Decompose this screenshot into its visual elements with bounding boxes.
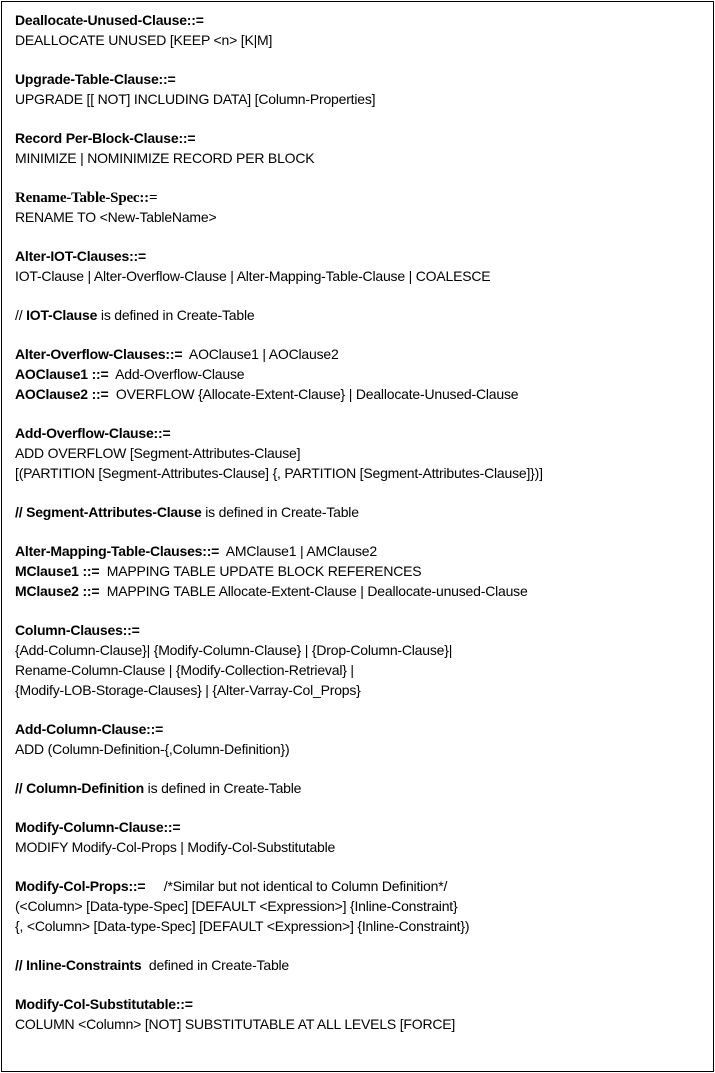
rule-text: MODIFY Modify-Col-Props | Modify-Col-Substitutable (15, 839, 336, 855)
grammar-line (15, 640, 705, 660)
rule-name: Alter-IOT-Clauses::= (15, 248, 146, 264)
rule-text: Add-Overflow-Clause (108, 366, 245, 382)
grammar-line (15, 541, 705, 561)
grammar-line (15, 148, 705, 168)
grammar-block (15, 778, 705, 798)
rule-name: Rename-Table-Spec::= (15, 190, 158, 206)
grammar-line (15, 1014, 705, 1034)
rule-name: Record Per-Block-Clause::= (15, 130, 196, 146)
grammar-block (15, 10, 705, 50)
rule-text: IOT-Clause | Alter-Overflow-Clause | Alter-Mapping-Table-Clause | COALESCE (15, 268, 491, 284)
grammar-line (15, 364, 705, 384)
rule-text: is defined in Create-Table (201, 504, 359, 520)
grammar-block (15, 502, 705, 522)
grammar-line (15, 916, 705, 936)
grammar-block (15, 955, 705, 975)
rule-name: Alter-Mapping-Table-Clauses::= (15, 543, 220, 559)
rule-name: Upgrade-Table-Clause::= (15, 71, 176, 87)
grammar-block (15, 817, 705, 857)
rule-name: MClause1 ::= (15, 563, 100, 579)
rule-name: IOT-Clause (26, 307, 98, 323)
grammar-line (15, 10, 705, 30)
grammar-line (15, 69, 705, 89)
rule-text: AOClause1 | AOClause2 (182, 346, 339, 362)
grammar-line (15, 423, 705, 443)
rule-name: AOClause1 ::= (15, 366, 109, 382)
grammar-block (15, 620, 705, 700)
rule-text: UPGRADE [[ NOT] INCLUDING DATA] [Column-Properties] (15, 91, 376, 107)
grammar-block (15, 187, 705, 227)
grammar-line (15, 207, 705, 227)
rule-name: Column-Clauses::= (15, 622, 140, 638)
grammar-line (15, 30, 705, 50)
grammar-block (15, 305, 705, 325)
grammar-line (15, 719, 705, 739)
grammar-line (15, 89, 705, 109)
grammar-block (15, 69, 705, 109)
grammar-line (15, 581, 705, 601)
grammar-line (15, 344, 705, 364)
grammar-line (15, 955, 705, 975)
grammar-line (15, 817, 705, 837)
grammar-line (15, 896, 705, 916)
grammar-line (15, 502, 705, 522)
grammar-block (15, 246, 705, 286)
rule-text: DEALLOCATE UNUSED [KEEP <n> [K|M] (15, 32, 273, 48)
rule-text: is defined in Create-Table (143, 780, 302, 796)
grammar-line (15, 384, 705, 404)
rule-name: Deallocate-Unused-Clause::= (15, 12, 204, 28)
rule-text: (<Column> [Data-type-Spec] [DEFAULT <Expression>] {Inline-Constraint} (15, 898, 458, 914)
grammar-line (15, 994, 705, 1014)
grammar-line (15, 660, 705, 680)
grammar-line (15, 739, 705, 759)
grammar-block (15, 541, 705, 601)
grammar-line (15, 837, 705, 857)
rule-text: ADD OVERFLOW [Segment-Attributes-Clause] (15, 445, 301, 461)
rule-text: MINIMIZE | NOMINIMIZE RECORD PER BLOCK (15, 150, 315, 166)
grammar-line (15, 876, 705, 896)
rule-name: Modify-Column-Clause::= (15, 819, 181, 835)
grammar-line (15, 620, 705, 640)
rule-text: /*Similar but not identical to Column Definition*/ (145, 878, 448, 894)
rule-name: Modify-Col-Substitutable::= (15, 996, 193, 1012)
rule-text: is defined in Create-Table (97, 307, 255, 323)
rule-text: MAPPING TABLE Allocate-Extent-Clause | Deallocate-unused-Clause (99, 583, 528, 599)
grammar-line (15, 187, 705, 207)
grammar-line (15, 463, 705, 483)
grammar-line (15, 680, 705, 700)
rule-text: // (15, 307, 27, 323)
rule-name: MClause2 ::= (15, 583, 100, 599)
rule-text: RENAME TO <New-TableName> (15, 209, 217, 225)
grammar-block (15, 719, 705, 759)
rule-name: // Inline-Constraints (15, 957, 142, 973)
rule-text: COLUMN <Column> [NOT] SUBSTITUTABLE AT ALL LEVELS [FORCE] (15, 1016, 456, 1032)
grammar-line (15, 443, 705, 463)
rule-text: Rename-Column-Clause | {Modify-Collection-Retrieval} | (15, 662, 354, 678)
grammar-line (15, 561, 705, 581)
grammar-block (15, 994, 705, 1034)
rule-name: AOClause2 ::= (15, 386, 109, 402)
grammar-line (15, 246, 705, 266)
grammar-block (15, 876, 705, 936)
rule-text: ADD (Column-Definition-{,Column-Definition}) (15, 741, 290, 757)
rule-text: {Modify-LOB-Storage-Clauses} | {Alter-Varray-Col_Props} (15, 682, 361, 698)
grammar-block (15, 128, 705, 168)
rule-text: MAPPING TABLE UPDATE BLOCK REFERENCES (99, 563, 422, 579)
rule-name: Modify-Col-Props::= (15, 878, 146, 894)
rule-name: Add-Overflow-Clause::= (15, 425, 171, 441)
rule-name: Add-Column-Clause::= (15, 721, 164, 737)
grammar-line (15, 778, 705, 798)
rule-text: {Add-Column-Clause}| {Modify-Column-Clause} | {Drop-Column-Clause}| (15, 642, 453, 658)
document-frame (1, 1, 714, 1072)
grammar-block (15, 344, 705, 404)
grammar-line (15, 266, 705, 286)
rule-text: [(PARTITION [Segment-Attributes-Clause] {, PARTITION [Segment-Attributes-Clause]})] (15, 465, 543, 481)
rule-text: AMClause1 | AMClause2 (219, 543, 377, 559)
rule-text: {, <Column> [Data-type-Spec] [DEFAULT <Expression>] {Inline-Constraint}) (15, 918, 470, 934)
rule-text: OVERFLOW {Allocate-Extent-Clause} | Deallocate-Unused-Clause (108, 386, 519, 402)
grammar-content (15, 10, 705, 1053)
rule-name: // Segment-Attributes-Clause (15, 504, 202, 520)
rule-name: Alter-Overflow-Clauses::= (15, 346, 183, 362)
grammar-line (15, 128, 705, 148)
grammar-block (15, 423, 705, 483)
grammar-line (15, 305, 705, 325)
rule-text: defined in Create-Table (141, 957, 290, 973)
rule-name: // Column-Definition (15, 780, 144, 796)
